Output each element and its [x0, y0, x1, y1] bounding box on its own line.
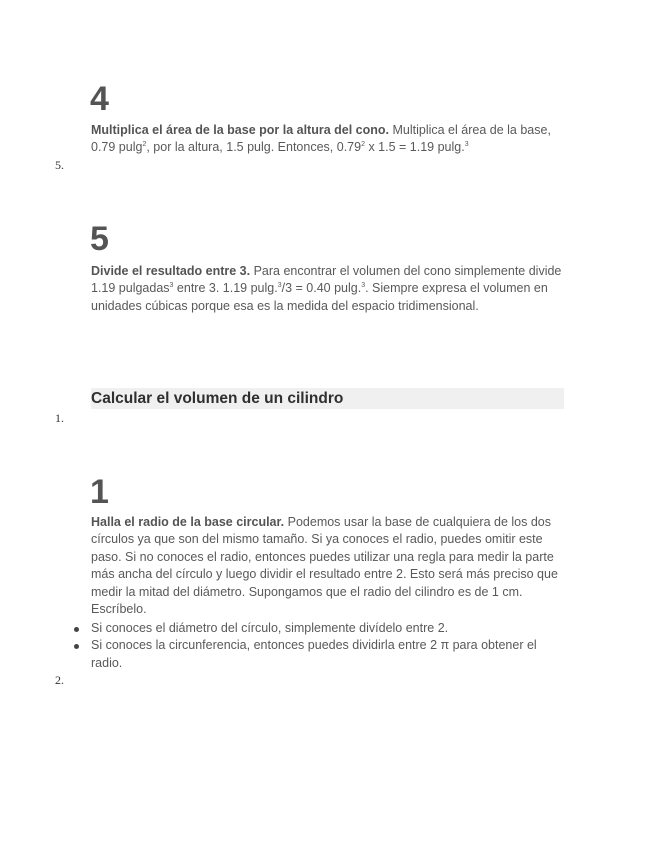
- list-marker-5: 5.: [55, 158, 64, 172]
- step-5-heading: Divide el resultado entre 3.: [91, 264, 251, 278]
- step-4-text: [91, 122, 569, 157]
- step-4-heading: Multiplica el área de la base por la altura del cono.: [91, 123, 390, 137]
- tip-text: Si conoces el diámetro del círculo, simplemente divídelo entre 2.: [91, 621, 449, 635]
- step-5-body-2: entre 3. 1.19 pulg.: [173, 281, 278, 296]
- step-5-text: [91, 263, 569, 315]
- step-number-4: 4: [90, 80, 109, 118]
- list-marker-2: 2.: [55, 673, 64, 687]
- list-item: [91, 637, 569, 672]
- list-item: [91, 620, 569, 637]
- step-5-body-1: Para encontrar el volumen del cono simplemente divide 1.19 pulgadas: [91, 264, 562, 296]
- section-title: Calcular el volumen de un cilindro: [91, 388, 564, 409]
- cyl-step-1-heading: Halla el radio de la base circular.: [91, 515, 285, 529]
- bullet-icon: [74, 627, 79, 632]
- step-4-body-2: , por la altura, 1.5 pulg. Entonces, 0.79: [146, 140, 362, 155]
- step-5-body-4: . Siempre expresa el volumen en unidades cúbicas porque esa es la medida del espacio tridimensional.: [91, 281, 548, 313]
- step-4-body-3: x 1.5 = 1.19 pulg.: [364, 140, 465, 155]
- step-number-5: 5: [90, 220, 109, 258]
- step-4-body-1: Multiplica el área de la base, 0.79 pulg: [91, 123, 551, 155]
- step-5-body-3: /3 = 0.40 pulg.: [281, 281, 362, 296]
- step-5-sup-2: 3: [277, 282, 282, 290]
- bullet-icon: [74, 644, 79, 649]
- tips-list: [91, 620, 569, 672]
- step-4-sup-2: 2: [361, 141, 365, 149]
- list-marker-1: 1.: [55, 411, 64, 425]
- step-5-sup-1: 3: [169, 282, 174, 290]
- step-number-1: 1: [90, 473, 109, 511]
- step-5-sup-3: 3: [361, 282, 366, 290]
- tip-text: Si conoces la circunferencia, entonces puedes dividirla entre 2 π para obtener el radio.: [91, 638, 537, 670]
- step-4-sup-3: 3: [464, 141, 469, 149]
- cyl-step-1-text: [91, 514, 569, 618]
- step-4-sup-1: 2: [142, 141, 147, 149]
- cyl-step-1-body: Podemos usar la base de cualquiera de los dos círculos ya que son del mismo tamaño. Si ya conoces el radio, puedes omitir este paso. Si no conoces el radio, entonces puedes utilizar una regla para medir la parte más ancha del círculo y luego dividir el resultado entre 2. Esto será más preciso que medir la mitad del diámetro. Supongamos que el radio del cilindro es de 1 cm. Escríbelo.: [91, 515, 558, 617]
